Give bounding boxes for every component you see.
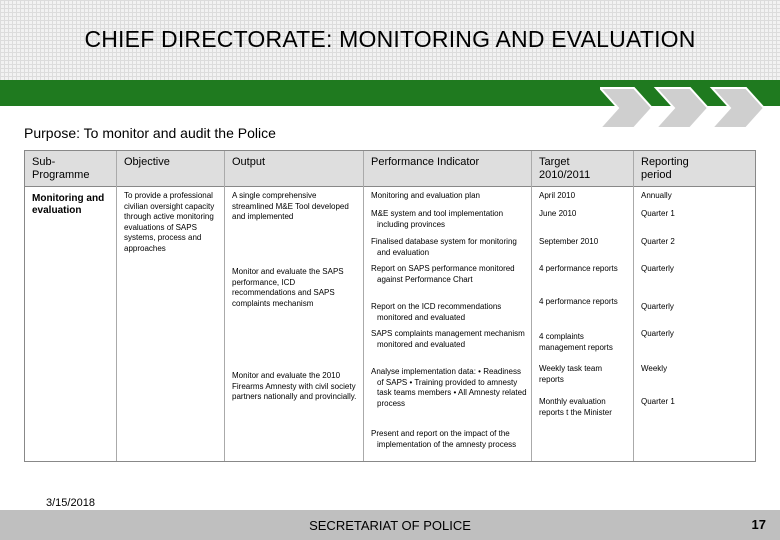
slide-title: CHIEF DIRECTORATE: MONITORING AND EVALUATION [84, 26, 696, 52]
footer-organization: SECRETARIAT OF POLICE [309, 518, 471, 533]
output-cell: Monitor and evaluate the SAPS performance, ICD recommendations and SAPS complaints mechanism [232, 267, 344, 308]
target-cell: 4 complaints management reports [539, 332, 613, 352]
column-divider [363, 151, 364, 461]
chevron-arrows-icon [600, 86, 780, 130]
header-indicator: Performance Indicator [371, 156, 480, 168]
target-cell: April 2010 [539, 191, 576, 200]
indicator-cell: SAPS complaints management mechanism monitored and evaluated [371, 329, 525, 349]
period-cell: Annually [641, 191, 672, 200]
period-cell: Quarterly [641, 329, 674, 338]
indicator-cell: Finalised database system for monitoring and evaluation [371, 237, 517, 257]
indicator-cell: Present and report on the impact of the implementation of the amnesty process [371, 429, 517, 449]
header-output: Output [232, 156, 266, 168]
indicator-cell: Analyse implementation data: • Readiness of SAPS • Training provided to amnesty task teams members • All Amnesty related process [371, 367, 527, 408]
period-cell: Quarterly [641, 302, 674, 311]
period-cell: Weekly [641, 364, 668, 373]
column-divider [531, 151, 532, 461]
target-cell: Monthly evaluation reports t the Minister [539, 397, 612, 417]
period-cell: Quarter 2 [641, 237, 675, 246]
column-divider [116, 151, 117, 461]
header-subprogramme: Sub-Programme [32, 156, 90, 181]
target-cell: June 2010 [539, 209, 577, 218]
subprogramme-cell: Monitoring and evaluation [32, 193, 105, 216]
header-target: Target 2010/2011 [539, 156, 591, 181]
chevron-icon [656, 88, 708, 128]
indicator-cell: M&E system and tool implementation including provinces [371, 209, 504, 229]
period-cell: Quarterly [641, 264, 674, 273]
target-cell: September 2010 [539, 237, 599, 246]
indicator-table [24, 150, 756, 462]
header-objective: Objective [124, 156, 170, 168]
indicator-cell: Report on SAPS performance monitored against Performance Chart [371, 264, 515, 284]
column-divider [224, 151, 225, 461]
period-cell: Quarter 1 [641, 397, 675, 406]
target-cell: 4 performance reports [539, 297, 618, 306]
output-cell: A single comprehensive streamlined M&E Tool developed and implemented [232, 191, 349, 221]
period-cell: Quarter 1 [641, 209, 675, 218]
footer-date: 3/15/2018 [46, 497, 95, 509]
target-cell: Weekly task team reports [539, 364, 602, 384]
indicator-cell: Monitoring and evaluation plan [371, 191, 480, 200]
output-cell: Monitor and evaluate the 2010 Firearms Amnesty with civil society partners nationally and provincially. [232, 371, 357, 401]
chevron-icon [600, 88, 652, 128]
purpose-statement: Purpose: To monitor and audit the Police [24, 125, 276, 141]
header-period: Reporting period [641, 156, 689, 181]
chevron-icon [712, 88, 764, 128]
target-cell: 4 performance reports [539, 264, 618, 273]
column-divider [633, 151, 634, 461]
indicator-cell: Report on the ICD recommendations monitored and evaluated [371, 302, 502, 322]
page-number: 17 [751, 517, 766, 532]
objective-cell: To provide a professional civilian oversight capacity through active monitoring evaluations of SAPS systems, process and approaches [124, 191, 215, 253]
